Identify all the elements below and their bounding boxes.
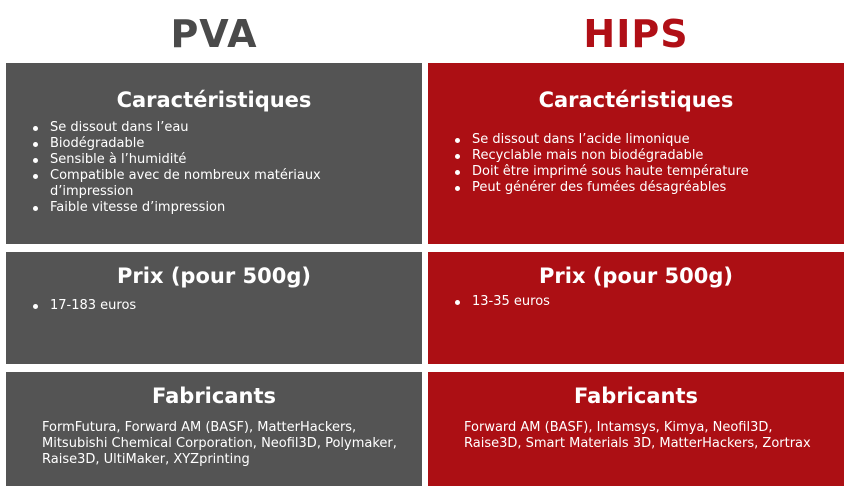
bullet-icon — [33, 158, 38, 163]
hips-price-heading: Prix (pour 500g) — [539, 264, 733, 288]
hips-manufacturers-text: Forward AM (BASF), Intamsys, Kimya, Neofil3D, Raise3D, Smart Materials 3D, MatterHackers, Zortrax — [464, 420, 811, 451]
list-item-text: Biodégradable — [50, 136, 145, 151]
pva-characteristics-list — [30, 120, 398, 216]
bullet-icon — [455, 138, 460, 143]
list-item-text: Recyclable mais non biodégradable — [472, 148, 704, 163]
hips-price-list — [452, 294, 820, 310]
bullet-icon — [455, 300, 460, 305]
hips-manufacturers-panel — [428, 372, 844, 486]
hips-characteristics-heading: Caractéristiques — [538, 88, 734, 112]
list-item — [44, 152, 398, 168]
list-item — [44, 200, 398, 216]
list-item — [44, 168, 398, 200]
pva-title: PVA — [170, 12, 258, 56]
hips-characteristics-panel — [428, 63, 844, 244]
list-item — [44, 120, 398, 136]
list-item-text: Faible vitesse d’impression — [50, 200, 226, 215]
list-item-text: Peut générer des fumées désagréables — [472, 180, 727, 195]
pva-manufacturers-panel — [6, 372, 422, 486]
bullet-icon — [33, 304, 38, 309]
bullet-icon — [33, 142, 38, 147]
bullet-icon — [455, 170, 460, 175]
list-item-text: Se dissout dans l’eau — [50, 120, 189, 135]
hips-title: HIPS — [583, 12, 689, 56]
pva-price-heading: Prix (pour 500g) — [117, 264, 311, 288]
hips-price-panel — [428, 252, 844, 364]
list-item-text: Sensible à l’humidité — [50, 152, 187, 167]
list-item — [466, 164, 820, 180]
hips-manufacturers-heading: Fabricants — [574, 384, 698, 408]
bullet-icon — [33, 206, 38, 211]
list-item-text: 13-35 euros — [472, 294, 550, 309]
list-item — [466, 294, 820, 310]
pva-characteristics-panel — [6, 63, 422, 244]
list-item-text: 17-183 euros — [50, 298, 137, 313]
list-item — [466, 132, 820, 148]
bullet-icon — [455, 186, 460, 191]
pva-characteristics-heading: Caractéristiques — [116, 88, 312, 112]
bullet-icon — [33, 126, 38, 131]
list-item-text: Doit être imprimé sous haute température — [472, 164, 749, 179]
pva-manufacturers-heading: Fabricants — [152, 384, 276, 408]
list-item — [44, 298, 398, 314]
bullet-icon — [455, 154, 460, 159]
pva-price-list — [30, 298, 398, 314]
list-item-text: Compatible avec de nombreux matériaux d’impression — [50, 168, 321, 199]
pva-price-panel — [6, 252, 422, 364]
hips-characteristics-list — [452, 132, 820, 196]
list-item — [466, 180, 820, 196]
list-item-text: Se dissout dans l’acide limonique — [472, 132, 690, 147]
pva-manufacturers-text: FormFutura, Forward AM (BASF), MatterHackers, Mitsubishi Chemical Corporation, Neofil3D, Polymaker, Raise3D, UltiMaker, XYZprinting — [42, 420, 397, 467]
list-item — [44, 136, 398, 152]
bullet-icon — [33, 174, 38, 179]
list-item — [466, 148, 820, 164]
